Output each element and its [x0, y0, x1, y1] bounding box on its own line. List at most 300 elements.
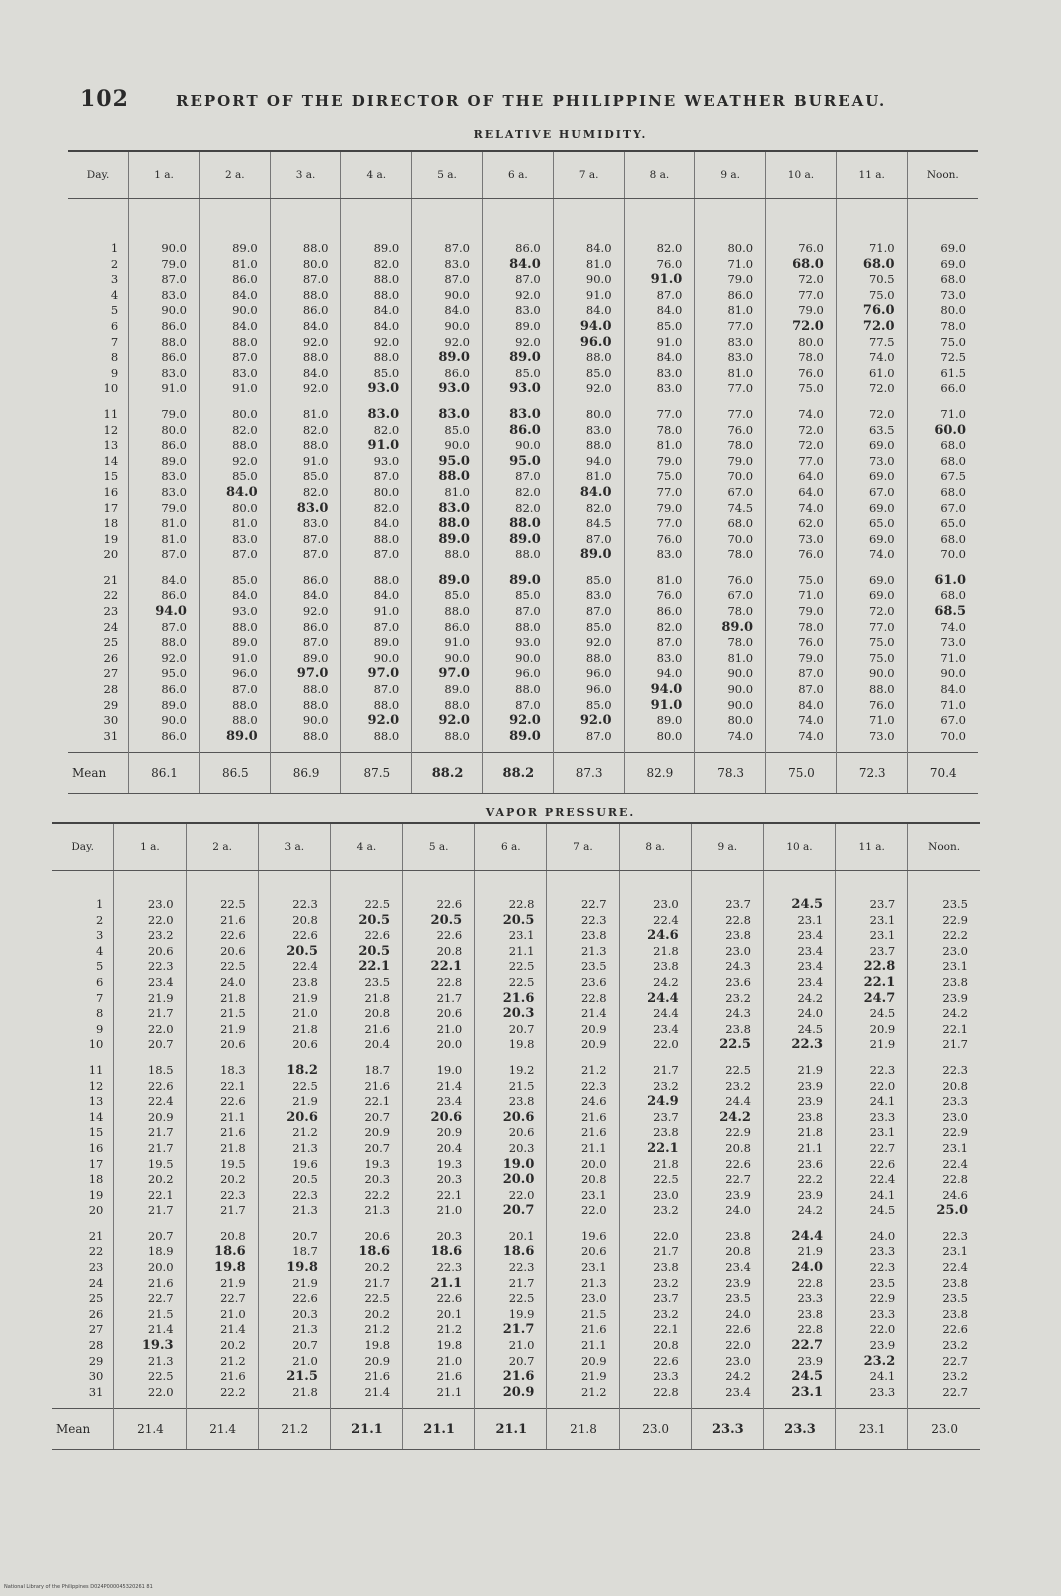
table-cell: 21.6: [220, 912, 246, 927]
table-cell: 23.1: [869, 912, 896, 927]
table-cell: 79.0: [727, 272, 754, 287]
table-cell: 19.0: [502, 1156, 535, 1172]
table-cell: 21.8: [292, 1021, 318, 1036]
day-number: 28: [103, 682, 119, 697]
day-number: 28: [88, 1338, 104, 1353]
day-number: 7: [96, 990, 104, 1005]
table-cell: 76.0: [798, 241, 824, 255]
table-cell: 95.0: [509, 453, 541, 469]
day-number: 16: [88, 1140, 104, 1155]
table-cell: 20.2: [220, 1172, 246, 1187]
table-cell: 92.0: [579, 713, 612, 729]
table-cell: 23.9: [797, 1187, 824, 1202]
table-cell: 81.0: [656, 438, 683, 453]
table-cell: 86.0: [727, 287, 754, 302]
table-cell: 90.0: [515, 650, 541, 665]
table-cell: 83.0: [161, 484, 187, 499]
column-header: 4 a.: [341, 151, 412, 199]
table-cell: 88.0: [373, 531, 400, 546]
column-header: 7 a.: [553, 151, 624, 199]
table-cell: 18.6: [430, 1244, 463, 1260]
table-cell: 23.2: [725, 1078, 751, 1093]
table-cell: 24.4: [653, 1006, 679, 1021]
day-number: 13: [103, 438, 119, 453]
table-cell: 83.0: [302, 516, 329, 531]
table-cell: 69.0: [868, 588, 895, 603]
day-number: 25: [103, 635, 119, 650]
table-cell: 87.0: [302, 635, 329, 650]
table-cell: 20.3: [436, 1228, 463, 1243]
table-cell: 88.0: [232, 438, 258, 453]
hour-column: [619, 871, 691, 1409]
table-cell: 18.7: [292, 1244, 318, 1259]
table-cell: 21.4: [580, 1006, 607, 1021]
table-cell: 81.0: [161, 531, 187, 546]
table-cell: 82.0: [515, 500, 541, 515]
table-cell: 21.1: [436, 1384, 463, 1399]
table-cell: 21.9: [292, 990, 318, 1005]
table-cell: 83.0: [727, 350, 754, 365]
table-cell: 84.0: [585, 241, 612, 255]
table-cell: 22.6: [220, 928, 246, 943]
mean-value: 23.1: [836, 1409, 908, 1450]
table-cell: 21.4: [364, 1384, 391, 1399]
table-cell: 65.0: [940, 516, 966, 531]
table-cell: 67.0: [940, 713, 966, 728]
day-number: 18: [88, 1172, 104, 1187]
header-row: [52, 823, 980, 871]
day-number: 3: [96, 928, 104, 943]
table-cell: 84.0: [161, 572, 187, 587]
day-column: [52, 871, 114, 1409]
table-cell: 72.0: [868, 604, 895, 619]
table-cell: 21.2: [292, 1125, 318, 1140]
table-cell: 21.3: [580, 1275, 607, 1290]
table-cell: 19.3: [436, 1156, 463, 1171]
table-cell: 87.0: [302, 272, 329, 287]
table-cell: 20.3: [364, 1172, 391, 1187]
table-cell: 85.0: [656, 318, 683, 333]
hour-column: [403, 871, 475, 1409]
day-number: 19: [103, 531, 119, 546]
day-number: 19: [88, 1187, 104, 1202]
table-cell: 22.9: [942, 1125, 968, 1140]
table-cell: 21.3: [364, 1203, 391, 1218]
table-cell: 83.0: [161, 287, 187, 302]
table-cell: 20.5: [430, 912, 463, 928]
table-cell: 74.0: [940, 619, 966, 634]
table-cell: 22.7: [725, 1172, 751, 1187]
table-cell: 83.0: [656, 547, 683, 562]
table-cell: 23.7: [725, 897, 751, 911]
table-cell: 83.0: [509, 406, 541, 422]
table-cell: 20.0: [580, 1156, 607, 1171]
day-number: 10: [88, 1037, 104, 1052]
table-cell: 87.0: [585, 531, 612, 546]
table-cell: 88.0: [444, 547, 470, 562]
day-number: 5: [110, 303, 119, 318]
day-number: 22: [88, 1244, 104, 1259]
table-cell: 23.8: [653, 1125, 679, 1140]
table-cell: 75.0: [940, 334, 966, 349]
day-number: 9: [110, 365, 119, 380]
table-cell: 23.6: [725, 974, 751, 989]
table-cell: 97.0: [296, 666, 329, 682]
table-cell: 89.0: [226, 728, 258, 744]
table-cell: 23.3: [869, 1306, 896, 1321]
table-cell: 23.3: [942, 1094, 968, 1109]
table-cell: 20.0: [436, 1037, 463, 1052]
mean-value: 21.1: [403, 1409, 475, 1450]
table-cell: 22.3: [580, 1078, 607, 1093]
table-cell: 69.0: [868, 531, 895, 546]
table-cell: 23.1: [797, 912, 824, 927]
table-cell: 83.0: [232, 531, 258, 546]
table-cell: 70.0: [940, 728, 966, 743]
day-column-header: Day.: [68, 151, 129, 199]
hour-column: [270, 199, 341, 753]
table-cell: 20.5: [286, 943, 318, 959]
table-cell: 20.7: [508, 1353, 535, 1368]
table-cell: 23.7: [869, 943, 896, 958]
table-cell: 20.8: [436, 943, 463, 958]
table-cell: 20.6: [502, 1109, 535, 1125]
table-cell: 87.0: [444, 241, 470, 255]
table-cell: 23.7: [653, 1291, 679, 1306]
table-cell: 20.6: [364, 1228, 391, 1243]
table-cell: 91.0: [650, 697, 683, 713]
table-cell: 21.7: [147, 1140, 174, 1155]
table-cell: 89.0: [509, 572, 541, 588]
table-cell: 77.5: [868, 334, 895, 349]
table-cell: 77.0: [798, 453, 824, 468]
table-cell: 20.3: [292, 1306, 318, 1321]
page-header: [80, 86, 980, 116]
day-number: 5: [96, 959, 104, 974]
table-cell: 68.0: [940, 484, 966, 499]
table-cell: 67.5: [940, 469, 966, 484]
table-cell: 62.0: [798, 516, 824, 531]
day-number: 30: [88, 1369, 104, 1384]
table-cell: 21.2: [580, 1384, 607, 1399]
table-cell: 74.0: [868, 350, 895, 365]
table-cell: 72.0: [798, 272, 824, 287]
table-cell: 22.9: [942, 912, 968, 927]
table-cell: 22.0: [869, 1078, 896, 1093]
table-cell: 75.0: [798, 381, 824, 396]
table-cell: 93.0: [367, 381, 400, 397]
table-cell: 20.9: [502, 1384, 535, 1400]
table-cell: 87.0: [373, 547, 400, 562]
table-cell: 20.5: [358, 912, 391, 928]
table-cell: 21.8: [653, 943, 679, 958]
table-cell: 90.0: [515, 438, 541, 453]
table-cell: 90.0: [585, 272, 612, 287]
table-cell: 94.0: [579, 318, 612, 334]
table-cell: 21.7: [653, 1062, 679, 1077]
table-cell: 91.0: [367, 438, 400, 454]
table-cell: 23.3: [869, 1384, 896, 1399]
day-number: 26: [88, 1306, 104, 1321]
table-cell: 19.3: [141, 1338, 174, 1354]
day-number: 23: [103, 604, 119, 619]
table-cell: 22.7: [942, 1384, 968, 1399]
table-cell: 22.3: [580, 912, 607, 927]
table-cell: 23.5: [942, 897, 968, 911]
table-cell: 21.1: [430, 1275, 463, 1291]
table-cell: 22.3: [942, 1062, 968, 1077]
mean-value: 82.9: [624, 753, 695, 794]
table-cell: 23.1: [791, 1384, 824, 1400]
table-cell: 81.0: [585, 469, 612, 484]
table-cell: 87.0: [515, 697, 541, 712]
table-cell: 22.8: [436, 974, 463, 989]
table-cell: 83.0: [585, 422, 612, 437]
table-cell: 72.0: [798, 438, 824, 453]
table-cell: 23.0: [725, 943, 751, 958]
table-cell: 21.2: [580, 1062, 607, 1077]
table-cell: 94.0: [650, 682, 683, 698]
table-cell: 18.6: [214, 1244, 246, 1260]
table-cell: 22.4: [292, 959, 318, 974]
table-cell: 24.5: [797, 1021, 824, 1036]
table-cell: 87.0: [161, 619, 187, 634]
table-cell: 90.0: [727, 666, 754, 681]
table-cell: 84.0: [302, 318, 329, 333]
table-cell: 89.0: [656, 713, 683, 728]
table-cell: 23.5: [580, 959, 607, 974]
day-number: 29: [103, 697, 119, 712]
table-cell: 90.0: [232, 303, 258, 318]
table-cell: 20.3: [508, 1140, 535, 1155]
table-cell: 19.8: [286, 1260, 318, 1276]
table-cell: 21.9: [292, 1275, 318, 1290]
table-cell: 23.5: [942, 1291, 968, 1306]
table-cell: 76.0: [656, 588, 683, 603]
table-cell: 81.0: [656, 572, 683, 587]
table-cell: 86.0: [515, 241, 541, 255]
table-cell: 86.0: [161, 318, 187, 333]
mean-value: 86.5: [199, 753, 270, 794]
table-cell: 23.2: [653, 1078, 679, 1093]
table-cell: 73.0: [868, 453, 895, 468]
table-cell: 19.8: [364, 1338, 391, 1353]
table-cell: 79.0: [798, 604, 824, 619]
table-cell: 23.2: [942, 1338, 968, 1353]
table-cell: 82.0: [302, 422, 329, 437]
day-number: 2: [96, 912, 104, 927]
table-cell: 87.0: [585, 728, 612, 743]
table-cell: 71.0: [940, 697, 966, 712]
table-cell: 21.7: [942, 1037, 968, 1052]
table-cell: 76.0: [656, 256, 683, 271]
table-cell: 84.5: [585, 516, 612, 531]
table-cell: 91.0: [650, 272, 683, 288]
table-cell: 78.0: [727, 604, 754, 619]
table-cell: 20.8: [725, 1244, 751, 1259]
table-cell: 22.3: [436, 1260, 463, 1275]
table-cell: 22.5: [364, 1291, 391, 1306]
table-cell: 91.0: [656, 334, 683, 349]
day-number: 3: [110, 272, 119, 287]
table-cell: 19.6: [292, 1156, 318, 1171]
table-cell: 91.0: [302, 453, 329, 468]
table-cell: 78.0: [940, 318, 966, 333]
table-cell: 20.9: [580, 1353, 607, 1368]
table-cell: 24.5: [869, 1006, 896, 1021]
day-number: 15: [103, 469, 119, 484]
table-cell: 87.0: [161, 547, 187, 562]
table-cell: 23.1: [508, 928, 535, 943]
table-cell: 21.1: [797, 1140, 824, 1155]
table-cell: 80.0: [232, 406, 258, 421]
table-cell: 85.0: [232, 469, 258, 484]
table-cell: 22.3: [869, 1062, 896, 1077]
hour-column: [341, 199, 412, 753]
table-cell: 22.9: [869, 1291, 896, 1306]
hour-column: [836, 871, 908, 1409]
table-cell: 22.0: [869, 1322, 896, 1337]
table-cell: 24.1: [869, 1094, 896, 1109]
table-cell: 80.0: [302, 256, 329, 271]
table-cell: 22.5: [508, 974, 535, 989]
table-cell: 77.0: [727, 406, 754, 421]
table-cell: 84.0: [373, 516, 400, 531]
table-cell: 22.0: [508, 1187, 535, 1202]
table-cell: 19.6: [580, 1228, 607, 1243]
table-cell: 80.0: [940, 303, 966, 318]
table-cell: 21.9: [797, 1244, 824, 1259]
table-cell: 24.2: [797, 990, 824, 1005]
table-cell: 23.4: [725, 1384, 751, 1399]
table-cell: 88.0: [232, 619, 258, 634]
day-number: 6: [96, 974, 104, 989]
column-header: 10 a.: [763, 823, 835, 871]
table-cell: 68.0: [940, 588, 966, 603]
table-cell: 67.0: [868, 484, 895, 499]
table-cell: 21.6: [580, 1125, 607, 1140]
table-cell: 77.0: [656, 516, 683, 531]
table-cell: 23.9: [942, 990, 968, 1005]
table-cell: 19.8: [436, 1338, 463, 1353]
table-cell: 22.3: [942, 1228, 968, 1243]
table-cell: 21.1: [508, 943, 535, 958]
table-cell: 91.0: [444, 635, 470, 650]
table-cell: 94.0: [656, 666, 683, 681]
mean-value: 21.1: [475, 1409, 547, 1450]
table-cell: 84.0: [509, 256, 541, 272]
table-cell: 81.0: [444, 484, 470, 499]
table-cell: 74.0: [798, 500, 824, 515]
day-number: 4: [96, 943, 104, 958]
table-cell: 23.4: [725, 1260, 751, 1275]
table-cell: 83.0: [296, 500, 329, 516]
table-cell: 23.1: [942, 1140, 968, 1155]
table-cell: 21.7: [147, 1203, 174, 1218]
table-cell: 22.6: [292, 1291, 318, 1306]
table-cell: 21.0: [220, 1306, 246, 1321]
table-cell: 20.9: [436, 1125, 463, 1140]
table-cell: 74.0: [798, 406, 824, 421]
table-cell: 94.0: [585, 453, 612, 468]
column-header: 9 a.: [695, 151, 766, 199]
table-cell: 86.0: [161, 438, 187, 453]
table-cell: 19.9: [508, 1306, 535, 1321]
table-cell: 88.0: [585, 350, 612, 365]
table-cell: 95.0: [161, 666, 187, 681]
table-cell: 88.0: [161, 635, 187, 650]
hour-column: [907, 199, 978, 753]
table-cell: 22.6: [436, 1291, 463, 1306]
table-cell: 83.0: [727, 334, 754, 349]
table-cell: 67.0: [727, 588, 754, 603]
hour-column: [836, 199, 907, 753]
table-cell: 20.7: [292, 1338, 318, 1353]
table-cell: 88.0: [438, 469, 470, 485]
table-cell: 23.2: [653, 1203, 679, 1218]
table-cell: 78.0: [727, 438, 754, 453]
table-cell: 22.4: [942, 1260, 968, 1275]
table-cell: 24.0: [725, 1306, 751, 1321]
table-cell: 87.0: [302, 531, 329, 546]
table-cell: 88.0: [373, 728, 400, 743]
table-cell: 88.0: [444, 697, 470, 712]
table-cell: 90.0: [161, 303, 187, 318]
table-cell: 71.0: [798, 588, 824, 603]
table-cell: 21.9: [292, 1094, 318, 1109]
table-cell: 86.0: [161, 588, 187, 603]
table-cell: 88.0: [232, 713, 258, 728]
table-cell: 23.9: [797, 1078, 824, 1093]
day-number: 8: [96, 1006, 104, 1021]
table-cell: 78.0: [727, 635, 754, 650]
table-cell: 22.8: [580, 990, 607, 1005]
table-cell: 86.0: [302, 572, 329, 587]
table-cell: 21.6: [147, 1275, 174, 1290]
table-cell: 68.0: [940, 438, 966, 453]
table-cell: 79.0: [161, 256, 187, 271]
table-cell: 22.6: [436, 897, 463, 911]
table-cell: 20.0: [147, 1260, 174, 1275]
table-cell: 73.0: [940, 635, 966, 650]
table-cell: 23.8: [508, 1094, 535, 1109]
table-cell: 76.0: [868, 697, 895, 712]
day-number: 30: [103, 713, 119, 728]
table-cell: 92.0: [302, 604, 329, 619]
table-cell: 24.4: [647, 990, 679, 1006]
table-cell: 22.0: [653, 1037, 679, 1052]
table-cell: 21.6: [502, 1369, 535, 1385]
day-number: 12: [88, 1078, 104, 1093]
table-cell: 89.0: [509, 350, 541, 366]
table-cell: 24.2: [797, 1203, 824, 1218]
table-cell: 23.4: [147, 974, 174, 989]
column-header: 2 a.: [186, 823, 258, 871]
table-cell: 81.0: [161, 516, 187, 531]
table-cell: 74.0: [868, 547, 895, 562]
table-cell: 23.4: [436, 1094, 463, 1109]
hour-column: [763, 871, 835, 1409]
table-cell: 20.8: [725, 1140, 751, 1155]
table-cell: 90.0: [444, 287, 470, 302]
table-cell: 20.1: [436, 1306, 463, 1321]
table-cell: 22.4: [942, 1156, 968, 1171]
table-cell: 21.9: [147, 990, 174, 1005]
table-cell: 90.0: [302, 713, 329, 728]
table-cell: 87.0: [515, 272, 541, 287]
table-cell: 23.8: [653, 1260, 679, 1275]
table-cell: 20.7: [147, 1037, 174, 1052]
